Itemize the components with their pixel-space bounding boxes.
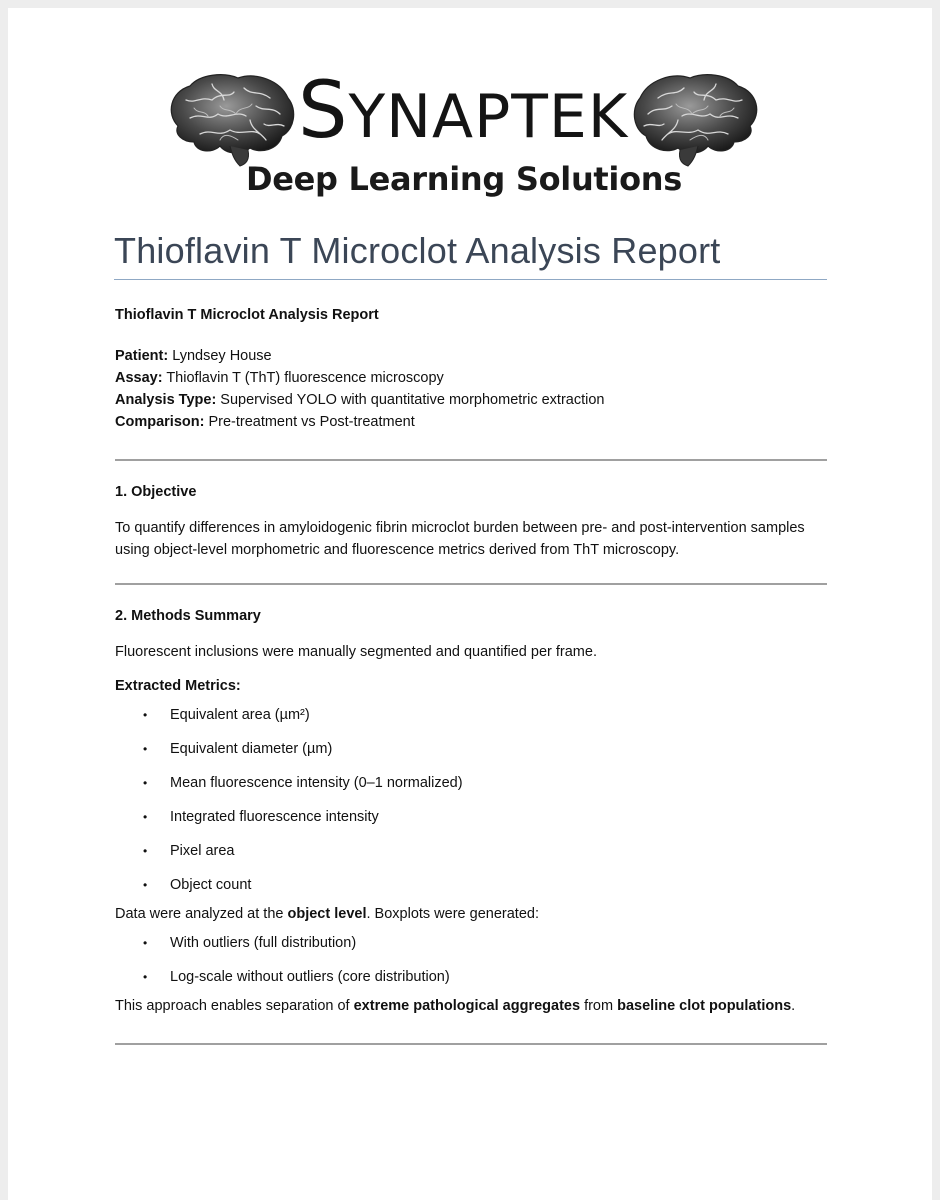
meta-patient-value: Lyndsey House	[168, 348, 272, 364]
bullet-icon: •	[143, 810, 148, 824]
analysis-level-pre: Data were analyzed at the	[115, 906, 288, 922]
approach-bold-1: extreme pathological aggregates	[353, 998, 581, 1014]
meta-comparison-value: Pre-treatment vs Post-treatment	[204, 414, 415, 430]
report-page	[8, 8, 932, 1200]
page-title: Thioflavin T Microclot Analysis Report	[114, 230, 721, 271]
bullet-icon: •	[143, 742, 148, 756]
list-item	[115, 960, 827, 994]
methods-intro: Fluorescent inclusions were manually segmented and quantified per frame.	[115, 644, 597, 660]
approach-bold-2: baseline clot populations	[617, 998, 792, 1014]
objective-text: To quantify differences in amyloidogenic fibrin microclot burden between pre- and post-intervention samples using object-level morphometric and fluorescence metrics derived from ThT microscopy.	[115, 520, 805, 558]
meta-analysis-type	[115, 389, 827, 411]
section-divider	[115, 583, 827, 585]
analysis-level-post: . Boxplots were generated:	[366, 906, 539, 922]
analysis-level-bold: object level	[287, 906, 367, 922]
bullet-icon: •	[143, 708, 148, 722]
list-item	[115, 732, 827, 766]
list-item-text: With outliers (full distribution)	[170, 935, 357, 951]
list-item	[115, 800, 827, 834]
list-item	[115, 868, 827, 902]
brain-icon	[160, 70, 300, 168]
list-item	[115, 834, 827, 868]
section-divider	[115, 1043, 827, 1045]
list-item-text: Equivalent area (µm²)	[170, 707, 310, 723]
metrics-label: Extracted Metrics:	[115, 678, 241, 694]
analysis-level-text	[115, 903, 827, 925]
boxplot-list	[115, 926, 827, 994]
meta-patient	[115, 345, 827, 367]
meta-assay	[115, 367, 827, 389]
bullet-icon: •	[143, 970, 148, 984]
list-item	[115, 766, 827, 800]
list-item-text: Log-scale without outliers (core distribution)	[170, 969, 450, 985]
list-item	[115, 926, 827, 960]
report-subtitle: Thioflavin T Microclot Analysis Report	[115, 307, 379, 323]
methods-heading: 2. Methods Summary	[115, 608, 261, 624]
bullet-icon: •	[143, 878, 148, 892]
list-item-text: Integrated fluorescence intensity	[170, 809, 379, 825]
logo-tagline: Deep Learning Solutions	[245, 160, 683, 198]
brain-icon	[628, 70, 768, 168]
logo-wordmark-initial: S	[298, 66, 349, 156]
metrics-list	[115, 698, 827, 902]
synaptek-logo	[8, 8, 932, 228]
list-item-text: Object count	[170, 877, 252, 893]
objective-heading: 1. Objective	[115, 484, 197, 500]
list-item	[115, 698, 827, 732]
meta-patient-label: Patient:	[115, 348, 169, 364]
bullet-icon: •	[143, 936, 148, 950]
bullet-icon: •	[143, 776, 148, 790]
meta-comparison-label: Comparison:	[115, 414, 205, 430]
section-divider	[115, 459, 827, 461]
bullet-icon: •	[143, 844, 148, 858]
meta-assay-label: Assay:	[115, 370, 163, 386]
meta-assay-value: Thioflavin T (ThT) fluorescence microscopy	[162, 370, 444, 386]
report-body	[115, 304, 827, 1045]
meta-analysis-label: Analysis Type:	[115, 392, 217, 408]
approach-text	[115, 995, 827, 1017]
approach-post: .	[791, 998, 796, 1014]
approach-pre: This approach enables separation of	[115, 998, 354, 1014]
list-item-text: Equivalent diameter (µm)	[170, 741, 333, 757]
list-item-text: Mean fluorescence intensity (0–1 normalized)	[170, 775, 463, 791]
report-meta	[115, 345, 827, 433]
list-item-text: Pixel area	[170, 843, 235, 859]
meta-analysis-value: Supervised YOLO with quantitative morphometric extraction	[216, 392, 605, 408]
logo-wordmark-rest: YNAPTEK	[348, 82, 629, 152]
title-divider	[114, 279, 827, 280]
logo-wordmark	[298, 66, 638, 156]
approach-mid: from	[580, 998, 618, 1014]
meta-comparison	[115, 411, 827, 433]
